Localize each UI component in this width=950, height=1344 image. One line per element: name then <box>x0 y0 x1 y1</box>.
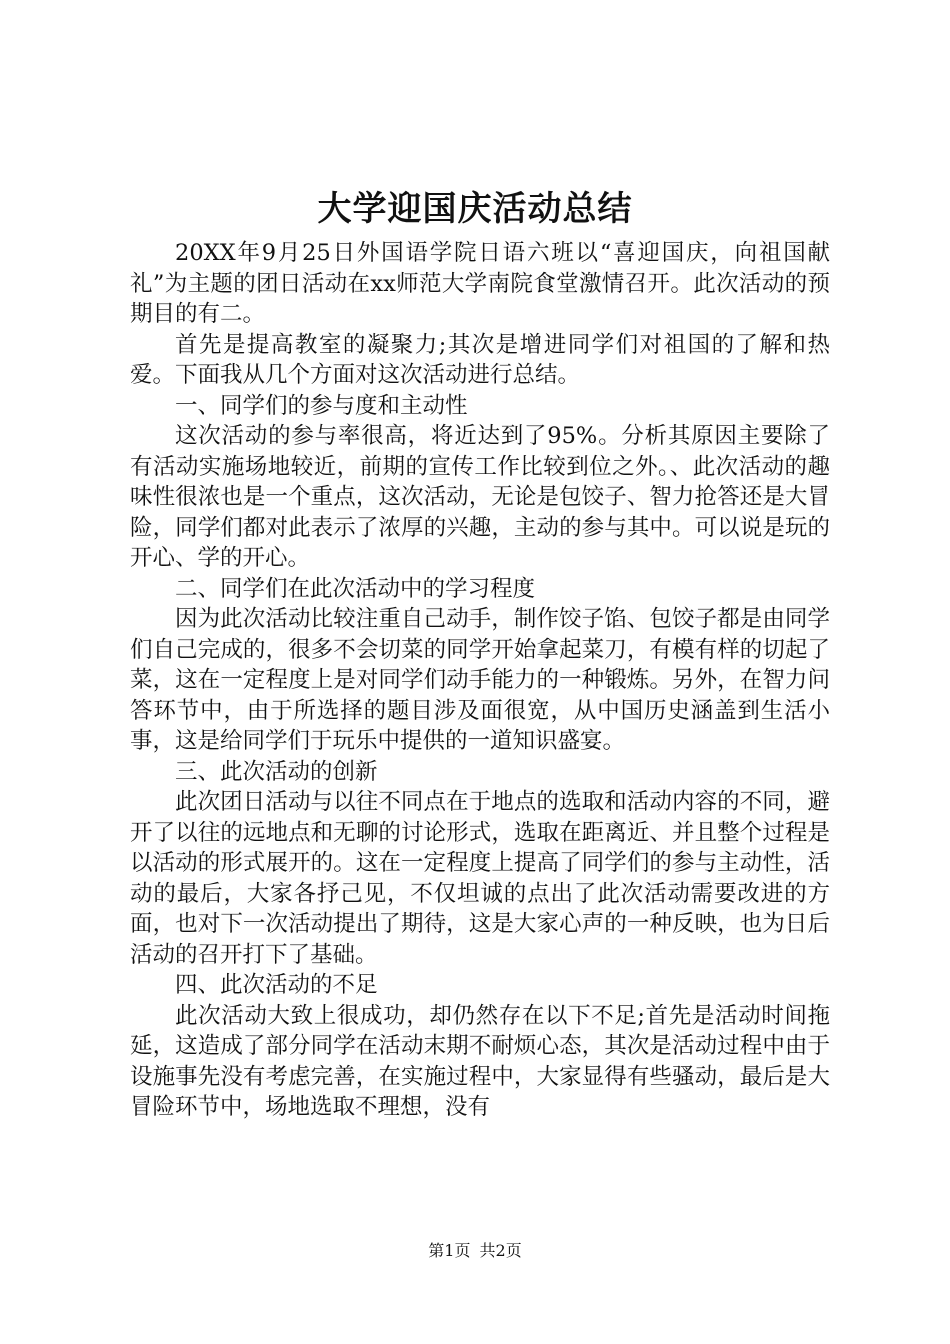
section-heading-shortcomings: 四、此次活动的不足 <box>175 972 378 998</box>
section-heading-participation: 一、同学们的参与度和主动性 <box>175 392 468 419</box>
paragraph-shortcomings: 此次活动大致上很成功，却仍然存在以下不足;首先是活动时间拖延，这造成了部分同学在活动末期不耐烦心态，其次是活动过程中由于设施事先没有考虑完善，在实施过程中，大家显得有些骚动，最后是大冒险环节中，场地选取不理想，没有 <box>130 1002 830 1120</box>
document-body <box>130 238 830 1123</box>
paragraph-intro: 20XX年9月25日外国语学院日语六班以“喜迎国庆，向祖国献礼”为主题的团日活动在xx师范大学南院食堂激情召开。此次活动的预期目的有二。 <box>130 240 830 327</box>
section-heading-learning: 二、同学们在此次活动中的学习程度 <box>175 575 536 602</box>
paragraph-goals: 首先是提高教室的凝聚力;其次是增进同学们对祖国的了解和热爱。下面我从几个方面对这次活动进行总结。 <box>130 331 830 388</box>
page-footer <box>0 1240 950 1262</box>
page-total: 共2页 <box>479 1241 522 1260</box>
paragraph-learning: 因为此次活动比较注重自己动手，制作饺子馅、包饺子都是由同学们自己完成的，很多不会切菜的同学开始拿起菜刀，有模有样的切起了菜，这在一定程度上是对同学们动手能力的一种锻炼。另外，在智力问答环节中，由于所选择的题目涉及面很宽，从中国历史涵盖到生活小事，这是给同学们于玩乐中提供的一道知识盛宴。 <box>130 606 830 754</box>
paragraph-innovation: 此次团日活动与以往不同点在于地点的选取和活动内容的不同，避开了以往的远地点和无聊的讨论形式，选取在距离近、并且整个过程是以活动的形式展开的。这在一定程度上提高了同学们的参与主动性，活动的最后，大家各抒己见，不仅坦诚的点出了此次活动需要改进的方面，也对下一次活动提出了期待，这是大家心声的一种反映，也为日后活动的召开打下了基础。 <box>130 789 830 968</box>
section-heading-innovation: 三、此次活动的创新 <box>175 758 378 785</box>
document-title: 大学迎国庆活动总结 <box>317 189 633 229</box>
paragraph-participation: 这次活动的参与率很高，将近达到了95%。分析其原因主要除了有活动实施场地较近，前期的宣传工作比较到位之外。、此次活动的趣味性很浓也是一个重点，这次活动，无论是包饺子、智力抢答还是大冒险，同学们都对此表示了浓厚的兴趣，主动的参与其中。可以说是玩的开心、学的开心。 <box>130 423 830 571</box>
page-number: 第1页 <box>428 1241 471 1260</box>
